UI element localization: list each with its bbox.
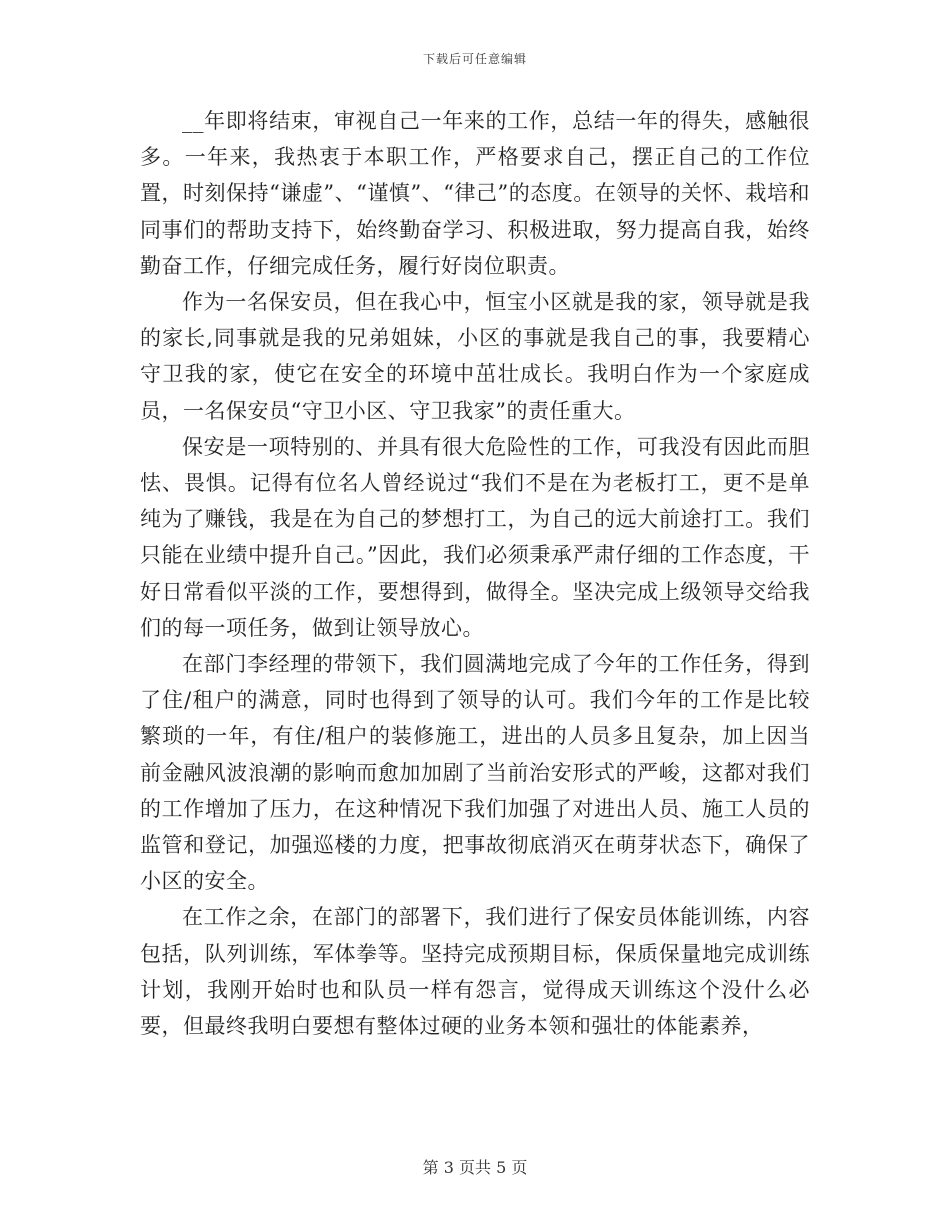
- paragraph-4: 在部门李经理的带领下，我们圆满地完成了今年的工作任务，得到了住/租户的满意，同时也得到了领导的认可。我们今年的工作是比较繁琐的一年，有住/租户的装修施工，进出的人员多且复杂，加上因当前金融风波浪潮的影响而愈加加剧了当前治安形式的严峻，这都对我们的工作增加了压力，在这种情况下我们加强了对进出人员、施工人员的监管和登记，加强巡楼的力度，把事故彻底消灭在萌芽状态下，确保了小区的安全。: [140, 652, 810, 894]
- page-header: 下载后可任意编辑: [422, 52, 527, 66]
- paragraph-3: 保安是一项特别的、并具有很大危险性的工作，可我没有因此而胆怯、畏惧。记得有位名人曾经说过“我们不是在为老板打工，更不是单纯为了赚钱，我是在为自己的梦想打工，为自己的远大前途打工。我们只能在业绩中提升自己。”因此，我们必须秉承严肃仔细的工作态度，干好日常看似平淡的工作，要想得到，做得全。坚决完成上级领导交给我们的每一项任务，做到让领导放心。: [140, 434, 810, 640]
- paragraph-2: 作为一名保安员，但在我心中，恒宝小区就是我的家，领导就是我的家长,同事就是我的兄弟姐妹，小区的事就是我自己的事，我要精心守卫我的家，使它在安全的环境中茁壮成长。我明白作为一个家庭成员，一名保安员“守卫小区、守卫我家”的责任重大。: [140, 290, 810, 423]
- paragraph-5: 在工作之余，在部门的部署下，我们进行了保安员体能训练，内容包括，队列训练，军体拳等。坚持完成预期目标，保质保量地完成训练计划，我刚开始时也和队员一样有怨言，觉得成天训练这个没什么必要，但最终我明白要想有整体过硬的业务本领和强壮的体能素养，: [140, 905, 810, 1039]
- document-body: [140, 103, 810, 1044]
- page-number: 第 3 页共 5 页: [422, 1158, 528, 1177]
- paragraph-1: __年即将结束，审视自己一年来的工作，总结一年的得失，感触很多。一年来，我热衷于本职工作，严格要求自己，摆正自己的工作位置，时刻保持“谦虚”、“谨慎”、“律己”的态度。在领导的关怀、栽培和同事们的帮助支持下，始终勤奋学习、积极进取，努力提高自我，始终勤奋工作，仔细完成任务，履行好岗位职责。: [140, 109, 810, 278]
